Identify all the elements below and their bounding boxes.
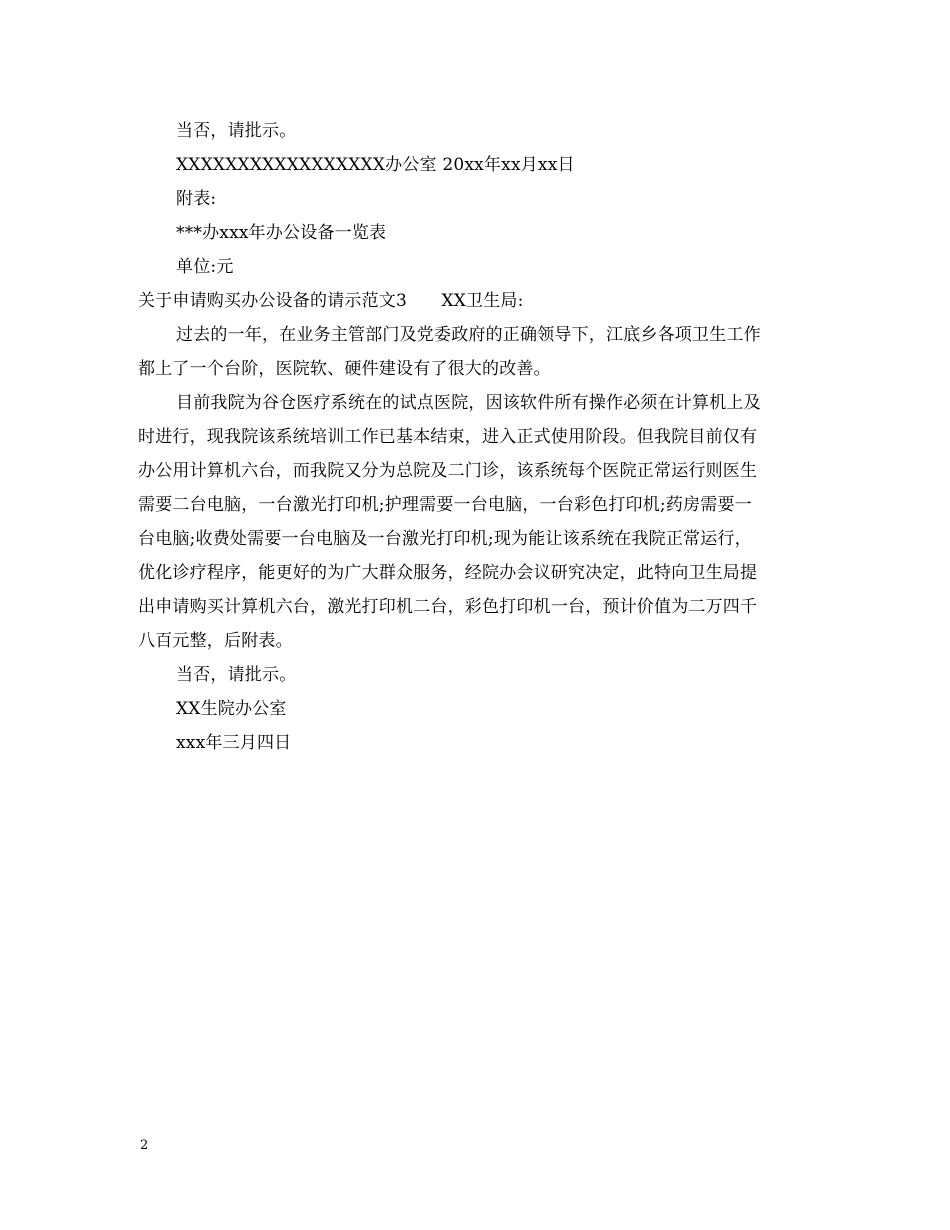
signature-date: xxx年三月四日 bbox=[176, 733, 292, 753]
approval-request-line: 当否，请批示。 bbox=[176, 121, 297, 141]
page-number: 2 bbox=[140, 1138, 149, 1153]
attachment-label: 附表: bbox=[176, 189, 217, 209]
body-paragraph-2-line-1: 目前我院为谷仓医疗系统在的试点医院，因该软件所有操作必须在计算机上及 bbox=[176, 393, 761, 413]
signature-office: XX生院办公室 bbox=[176, 699, 287, 719]
body-paragraph-2-line-5: 台电脑;收费处需要一台电脑及一台激光打印机;现为能让该系统在我院正常运行， bbox=[138, 529, 752, 549]
body-paragraph-2-line-4: 需要二台电脑，一台激光打印机;护理需要一台电脑，一台彩色打印机;药房需要一 bbox=[138, 495, 752, 515]
equipment-list-title: ***办xxx年办公设备一览表 bbox=[176, 223, 387, 243]
body-paragraph-1-line-2: 都上了一个台阶，医院软、硬件建设有了很大的改善。 bbox=[138, 359, 551, 379]
body-paragraph-1-line-1: 过去的一年，在业务主管部门及党委政府的正确领导下，江底乡各项卫生工作 bbox=[176, 325, 761, 345]
closing-approval-line: 当否，请批示。 bbox=[176, 665, 297, 685]
office-signature-date-line: XXXXXXXXXXXXXXXXX办公室 20xx年xx月xx日 bbox=[176, 155, 575, 175]
section-heading: 关于申请购买办公设备的请示范文3 XX卫生局: bbox=[138, 291, 524, 311]
body-paragraph-2-line-3: 办公用计算机六台，而我院又分为总院及二门诊，该系统每个医院正常运行则医生 bbox=[138, 461, 758, 481]
body-paragraph-2-line-2: 时进行，现我院该系统培训工作已基本结束，进入正式使用阶段。但我院目前仅有 bbox=[138, 427, 758, 447]
body-paragraph-2-line-7: 出申请购买计算机六台，激光打印机二台，彩色打印机一台，预计价值为二万四千 bbox=[138, 597, 758, 617]
unit-label: 单位:元 bbox=[176, 257, 234, 277]
body-paragraph-2-line-6: 优化诊疗程序，能更好的为广大群众服务，经院办会议研究决定，此特向卫生局提 bbox=[138, 563, 758, 583]
body-paragraph-2-line-8: 八百元整，后附表。 bbox=[138, 631, 293, 651]
